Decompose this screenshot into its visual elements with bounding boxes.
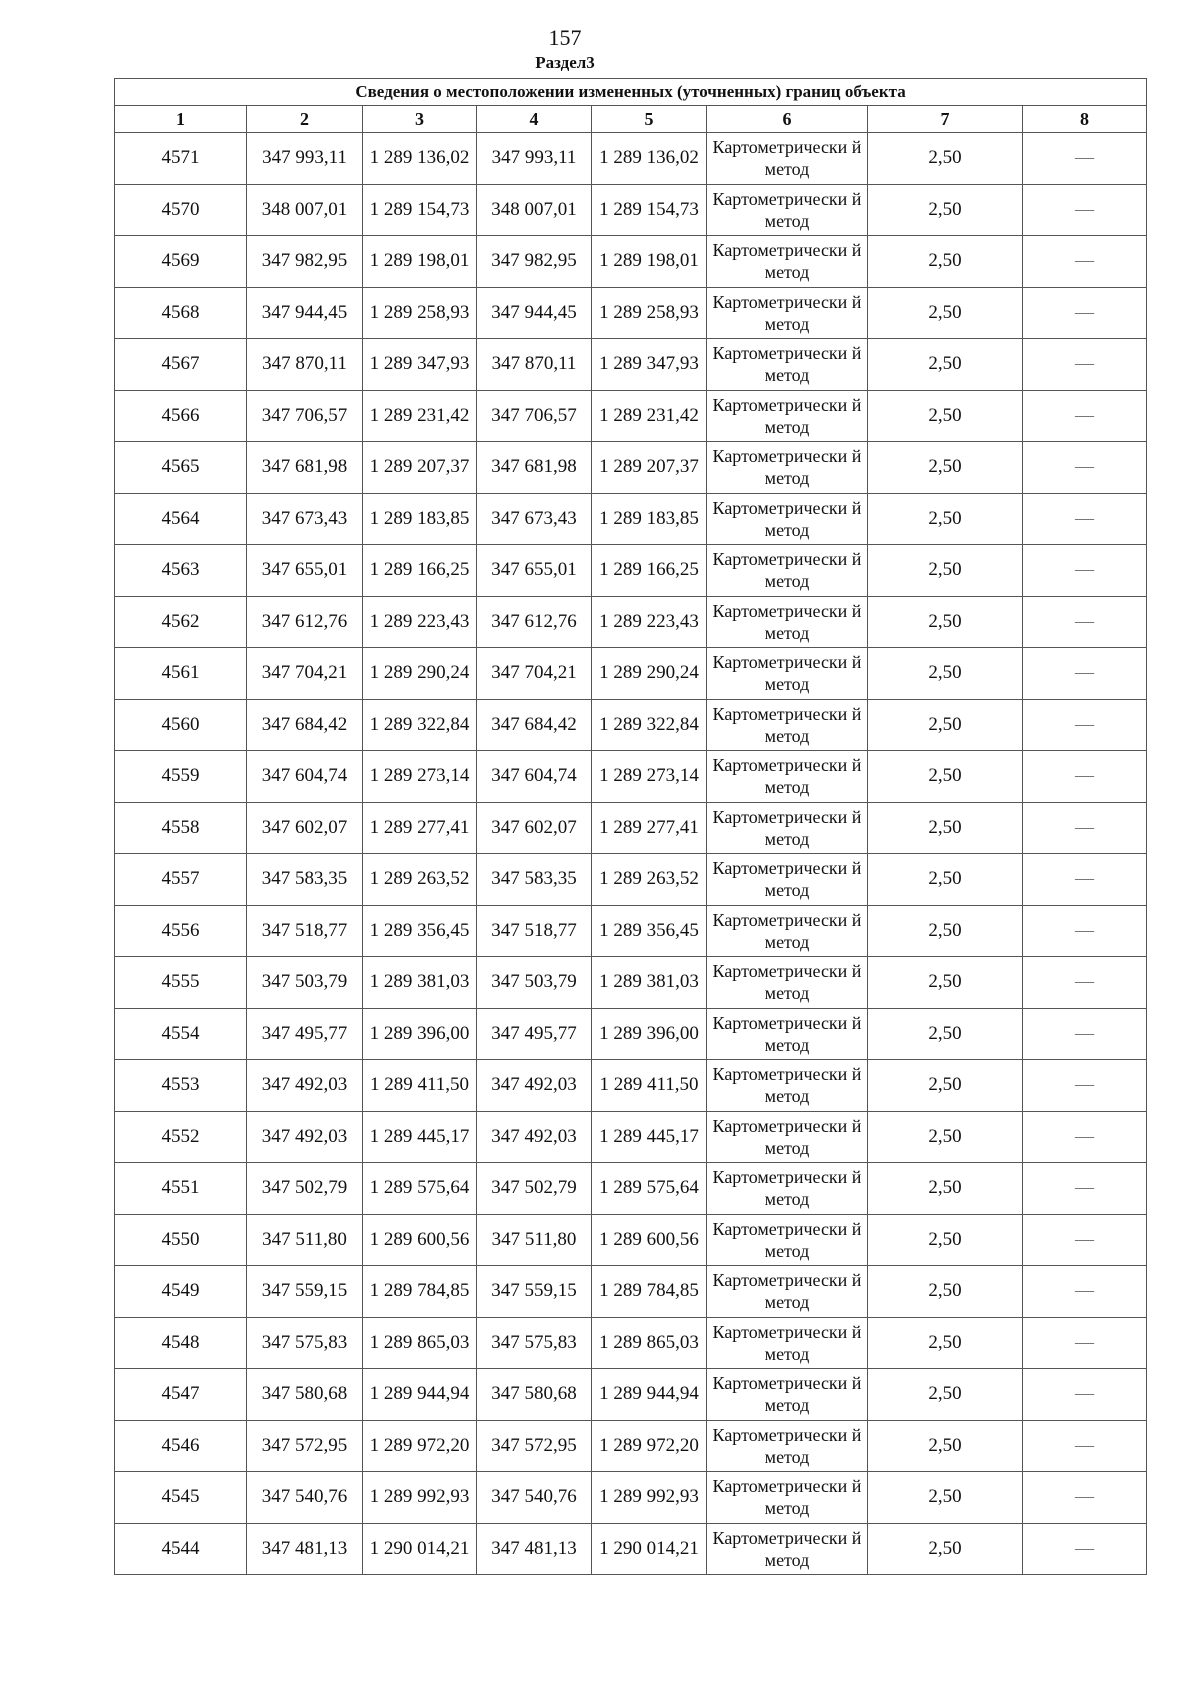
cell-y-coordinate-new: 1 289 396,00 — [592, 1008, 707, 1060]
cell-x-coordinate-existing: 347 511,80 — [247, 1214, 363, 1266]
cell-accuracy: 2,50 — [868, 1163, 1023, 1215]
cell-accuracy: 2,50 — [868, 751, 1023, 803]
cell-x-coordinate-existing: 347 559,15 — [247, 1266, 363, 1318]
table-row — [115, 287, 1147, 339]
table-row — [115, 596, 1147, 648]
cell-x-coordinate-new: 347 681,98 — [477, 442, 592, 494]
cell-y-coordinate-new: 1 289 322,84 — [592, 699, 707, 751]
cell-x-coordinate-new: 347 503,79 — [477, 957, 592, 1009]
cell-description: — — [1023, 1060, 1147, 1112]
cell-description: — — [1023, 339, 1147, 391]
cell-y-coordinate-new: 1 289 347,93 — [592, 339, 707, 391]
cell-accuracy: 2,50 — [868, 802, 1023, 854]
cell-description: — — [1023, 184, 1147, 236]
cell-x-coordinate-new: 347 575,83 — [477, 1317, 592, 1369]
cell-accuracy: 2,50 — [868, 545, 1023, 597]
cell-method: Картометрически й метод — [707, 133, 868, 185]
table-row — [115, 751, 1147, 803]
cell-point-number: 4545 — [115, 1472, 247, 1524]
cell-x-coordinate-new: 347 612,76 — [477, 596, 592, 648]
cell-description: — — [1023, 545, 1147, 597]
cell-y-coordinate-existing: 1 289 992,93 — [363, 1472, 477, 1524]
cell-accuracy: 2,50 — [868, 596, 1023, 648]
cell-x-coordinate-new: 347 944,45 — [477, 287, 592, 339]
cell-x-coordinate-new: 347 580,68 — [477, 1369, 592, 1421]
cell-accuracy: 2,50 — [868, 1369, 1023, 1421]
cell-description: — — [1023, 390, 1147, 442]
cell-description: — — [1023, 1214, 1147, 1266]
cell-y-coordinate-existing: 1 289 263,52 — [363, 854, 477, 906]
cell-y-coordinate-new: 1 290 014,21 — [592, 1523, 707, 1575]
section-title: Раздел3 — [535, 53, 595, 72]
cell-y-coordinate-new: 1 289 223,43 — [592, 596, 707, 648]
column-header-7: 7 — [868, 106, 1023, 133]
table-row — [115, 854, 1147, 906]
cell-x-coordinate-existing: 347 583,35 — [247, 854, 363, 906]
cell-y-coordinate-new: 1 289 154,73 — [592, 184, 707, 236]
cell-point-number: 4563 — [115, 545, 247, 597]
cell-description: — — [1023, 751, 1147, 803]
cell-y-coordinate-existing: 1 289 154,73 — [363, 184, 477, 236]
cell-point-number: 4558 — [115, 802, 247, 854]
cell-y-coordinate-new: 1 289 231,42 — [592, 390, 707, 442]
cell-x-coordinate-new: 347 993,11 — [477, 133, 592, 185]
cell-x-coordinate-existing: 347 870,11 — [247, 339, 363, 391]
table-caption: Сведения о местоположении измененных (уточненных) границ объекта — [115, 79, 1147, 106]
cell-description: — — [1023, 1420, 1147, 1472]
cell-y-coordinate-existing: 1 289 258,93 — [363, 287, 477, 339]
cell-x-coordinate-new: 347 870,11 — [477, 339, 592, 391]
cell-point-number: 4551 — [115, 1163, 247, 1215]
cell-y-coordinate-new: 1 289 600,56 — [592, 1214, 707, 1266]
cell-description: — — [1023, 699, 1147, 751]
cell-y-coordinate-existing: 1 289 575,64 — [363, 1163, 477, 1215]
cell-y-coordinate-new: 1 289 273,14 — [592, 751, 707, 803]
cell-x-coordinate-new: 347 502,79 — [477, 1163, 592, 1215]
cell-method: Картометрически й метод — [707, 699, 868, 751]
cell-method: Картометрически й метод — [707, 442, 868, 494]
cell-point-number: 4546 — [115, 1420, 247, 1472]
cell-accuracy: 2,50 — [868, 493, 1023, 545]
cell-method: Картометрически й метод — [707, 1060, 868, 1112]
cell-x-coordinate-existing: 347 681,98 — [247, 442, 363, 494]
cell-description: — — [1023, 802, 1147, 854]
cell-description: — — [1023, 1472, 1147, 1524]
cell-accuracy: 2,50 — [868, 905, 1023, 957]
cell-description: — — [1023, 493, 1147, 545]
cell-method: Картометрически й метод — [707, 596, 868, 648]
table-row — [115, 339, 1147, 391]
table-row — [115, 442, 1147, 494]
cell-y-coordinate-existing: 1 289 381,03 — [363, 957, 477, 1009]
cell-y-coordinate-existing: 1 289 347,93 — [363, 339, 477, 391]
cell-x-coordinate-new: 347 495,77 — [477, 1008, 592, 1060]
cell-method: Картометрически й метод — [707, 493, 868, 545]
cell-point-number: 4554 — [115, 1008, 247, 1060]
cell-x-coordinate-existing: 347 993,11 — [247, 133, 363, 185]
cell-point-number: 4566 — [115, 390, 247, 442]
cell-x-coordinate-existing: 347 673,43 — [247, 493, 363, 545]
cell-accuracy: 2,50 — [868, 133, 1023, 185]
cell-x-coordinate-new: 347 572,95 — [477, 1420, 592, 1472]
cell-y-coordinate-new: 1 289 258,93 — [592, 287, 707, 339]
cell-method: Картометрически й метод — [707, 751, 868, 803]
cell-y-coordinate-new: 1 289 136,02 — [592, 133, 707, 185]
cell-description: — — [1023, 596, 1147, 648]
cell-x-coordinate-existing: 347 982,95 — [247, 236, 363, 288]
table-row — [115, 802, 1147, 854]
cell-description: — — [1023, 236, 1147, 288]
cell-x-coordinate-new: 347 706,57 — [477, 390, 592, 442]
cell-y-coordinate-existing: 1 289 277,41 — [363, 802, 477, 854]
cell-x-coordinate-new: 347 492,03 — [477, 1060, 592, 1112]
cell-y-coordinate-new: 1 289 972,20 — [592, 1420, 707, 1472]
table-row — [115, 1317, 1147, 1369]
cell-y-coordinate-existing: 1 289 166,25 — [363, 545, 477, 597]
cell-accuracy: 2,50 — [868, 442, 1023, 494]
cell-y-coordinate-existing: 1 289 183,85 — [363, 493, 477, 545]
cell-accuracy: 2,50 — [868, 1214, 1023, 1266]
cell-y-coordinate-existing: 1 289 600,56 — [363, 1214, 477, 1266]
cell-point-number: 4560 — [115, 699, 247, 751]
cell-x-coordinate-new: 347 673,43 — [477, 493, 592, 545]
cell-x-coordinate-existing: 347 502,79 — [247, 1163, 363, 1215]
table-row — [115, 1369, 1147, 1421]
page-number: 157 — [548, 25, 582, 50]
cell-y-coordinate-existing: 1 289 223,43 — [363, 596, 477, 648]
table-row — [115, 1472, 1147, 1524]
cell-point-number: 4553 — [115, 1060, 247, 1112]
cell-x-coordinate-new: 347 511,80 — [477, 1214, 592, 1266]
cell-method: Картометрически й метод — [707, 1523, 868, 1575]
cell-method: Картометрически й метод — [707, 854, 868, 906]
cell-y-coordinate-new: 1 289 381,03 — [592, 957, 707, 1009]
cell-accuracy: 2,50 — [868, 1472, 1023, 1524]
column-header-1: 1 — [115, 106, 247, 133]
cell-point-number: 4570 — [115, 184, 247, 236]
cell-y-coordinate-existing: 1 290 014,21 — [363, 1523, 477, 1575]
table-row — [115, 957, 1147, 1009]
cell-y-coordinate-new: 1 289 992,93 — [592, 1472, 707, 1524]
cell-point-number: 4571 — [115, 133, 247, 185]
cell-y-coordinate-existing: 1 289 136,02 — [363, 133, 477, 185]
cell-x-coordinate-existing: 347 612,76 — [247, 596, 363, 648]
coordinates-table — [114, 78, 1147, 1575]
cell-description: — — [1023, 905, 1147, 957]
cell-method: Картометрически й метод — [707, 802, 868, 854]
table-row — [115, 648, 1147, 700]
cell-x-coordinate-existing: 347 540,76 — [247, 1472, 363, 1524]
cell-description: — — [1023, 1369, 1147, 1421]
cell-point-number: 4556 — [115, 905, 247, 957]
cell-point-number: 4544 — [115, 1523, 247, 1575]
cell-x-coordinate-existing: 347 684,42 — [247, 699, 363, 751]
cell-accuracy: 2,50 — [868, 648, 1023, 700]
cell-method: Картометрически й метод — [707, 390, 868, 442]
cell-point-number: 4557 — [115, 854, 247, 906]
table-row — [115, 545, 1147, 597]
cell-x-coordinate-existing: 347 706,57 — [247, 390, 363, 442]
cell-description: — — [1023, 854, 1147, 906]
cell-accuracy: 2,50 — [868, 1008, 1023, 1060]
cell-accuracy: 2,50 — [868, 854, 1023, 906]
cell-accuracy: 2,50 — [868, 1060, 1023, 1112]
cell-accuracy: 2,50 — [868, 184, 1023, 236]
cell-description: — — [1023, 1266, 1147, 1318]
cell-x-coordinate-existing: 347 481,13 — [247, 1523, 363, 1575]
table-row — [115, 133, 1147, 185]
cell-y-coordinate-existing: 1 289 231,42 — [363, 390, 477, 442]
cell-x-coordinate-existing: 347 655,01 — [247, 545, 363, 597]
cell-method: Картометрически й метод — [707, 236, 868, 288]
cell-x-coordinate-new: 347 492,03 — [477, 1111, 592, 1163]
cell-point-number: 4562 — [115, 596, 247, 648]
cell-x-coordinate-existing: 347 518,77 — [247, 905, 363, 957]
cell-y-coordinate-new: 1 289 290,24 — [592, 648, 707, 700]
cell-x-coordinate-new: 348 007,01 — [477, 184, 592, 236]
cell-accuracy: 2,50 — [868, 1317, 1023, 1369]
cell-x-coordinate-new: 347 583,35 — [477, 854, 592, 906]
cell-point-number: 4567 — [115, 339, 247, 391]
cell-x-coordinate-existing: 347 503,79 — [247, 957, 363, 1009]
cell-method: Картометрически й метод — [707, 1317, 868, 1369]
cell-point-number: 4569 — [115, 236, 247, 288]
cell-method: Картометрически й метод — [707, 184, 868, 236]
cell-y-coordinate-existing: 1 289 972,20 — [363, 1420, 477, 1472]
table-body — [115, 133, 1147, 1575]
cell-y-coordinate-existing: 1 289 396,00 — [363, 1008, 477, 1060]
cell-method: Картометрически й метод — [707, 1214, 868, 1266]
cell-y-coordinate-existing: 1 289 784,85 — [363, 1266, 477, 1318]
cell-method: Картометрически й метод — [707, 1420, 868, 1472]
cell-x-coordinate-existing: 347 495,77 — [247, 1008, 363, 1060]
cell-description: — — [1023, 133, 1147, 185]
table-row — [115, 236, 1147, 288]
table-row — [115, 1163, 1147, 1215]
cell-description: — — [1023, 287, 1147, 339]
cell-accuracy: 2,50 — [868, 699, 1023, 751]
cell-y-coordinate-existing: 1 289 322,84 — [363, 699, 477, 751]
cell-y-coordinate-new: 1 289 198,01 — [592, 236, 707, 288]
table-row — [115, 184, 1147, 236]
cell-accuracy: 2,50 — [868, 390, 1023, 442]
cell-point-number: 4555 — [115, 957, 247, 1009]
cell-point-number: 4568 — [115, 287, 247, 339]
cell-description: — — [1023, 1317, 1147, 1369]
cell-x-coordinate-new: 347 518,77 — [477, 905, 592, 957]
cell-y-coordinate-existing: 1 289 865,03 — [363, 1317, 477, 1369]
cell-accuracy: 2,50 — [868, 1420, 1023, 1472]
cell-accuracy: 2,50 — [868, 1523, 1023, 1575]
cell-description: — — [1023, 1008, 1147, 1060]
cell-description: — — [1023, 1163, 1147, 1215]
cell-x-coordinate-new: 347 982,95 — [477, 236, 592, 288]
table-row — [115, 699, 1147, 751]
cell-y-coordinate-new: 1 289 575,64 — [592, 1163, 707, 1215]
cell-y-coordinate-existing: 1 289 411,50 — [363, 1060, 477, 1112]
cell-method: Картометрически й метод — [707, 1472, 868, 1524]
cell-point-number: 4564 — [115, 493, 247, 545]
cell-y-coordinate-existing: 1 289 356,45 — [363, 905, 477, 957]
table-row — [115, 1214, 1147, 1266]
cell-y-coordinate-existing: 1 289 944,94 — [363, 1369, 477, 1421]
cell-x-coordinate-new: 347 559,15 — [477, 1266, 592, 1318]
cell-y-coordinate-new: 1 289 411,50 — [592, 1060, 707, 1112]
cell-accuracy: 2,50 — [868, 1266, 1023, 1318]
cell-x-coordinate-new: 347 604,74 — [477, 751, 592, 803]
cell-description: — — [1023, 648, 1147, 700]
cell-point-number: 4565 — [115, 442, 247, 494]
cell-y-coordinate-new: 1 289 183,85 — [592, 493, 707, 545]
cell-description: — — [1023, 1111, 1147, 1163]
column-header-6: 6 — [707, 106, 868, 133]
table-row — [115, 1060, 1147, 1112]
cell-method: Картометрически й метод — [707, 339, 868, 391]
cell-method: Картометрически й метод — [707, 1111, 868, 1163]
column-header-2: 2 — [247, 106, 363, 133]
table-row — [115, 493, 1147, 545]
cell-y-coordinate-new: 1 289 207,37 — [592, 442, 707, 494]
cell-x-coordinate-new: 347 540,76 — [477, 1472, 592, 1524]
cell-x-coordinate-existing: 347 704,21 — [247, 648, 363, 700]
cell-accuracy: 2,50 — [868, 339, 1023, 391]
cell-accuracy: 2,50 — [868, 957, 1023, 1009]
cell-y-coordinate-existing: 1 289 445,17 — [363, 1111, 477, 1163]
cell-x-coordinate-existing: 347 575,83 — [247, 1317, 363, 1369]
cell-x-coordinate-existing: 348 007,01 — [247, 184, 363, 236]
cell-x-coordinate-existing: 347 944,45 — [247, 287, 363, 339]
table-row — [115, 905, 1147, 957]
cell-y-coordinate-new: 1 289 263,52 — [592, 854, 707, 906]
cell-x-coordinate-new: 347 602,07 — [477, 802, 592, 854]
cell-point-number: 4548 — [115, 1317, 247, 1369]
cell-description: — — [1023, 957, 1147, 1009]
cell-method: Картометрически й метод — [707, 648, 868, 700]
cell-accuracy: 2,50 — [868, 287, 1023, 339]
cell-method: Картометрически й метод — [707, 1369, 868, 1421]
cell-point-number: 4561 — [115, 648, 247, 700]
cell-point-number: 4550 — [115, 1214, 247, 1266]
table-row — [115, 1266, 1147, 1318]
table-row — [115, 390, 1147, 442]
cell-y-coordinate-new: 1 289 784,85 — [592, 1266, 707, 1318]
cell-y-coordinate-existing: 1 289 290,24 — [363, 648, 477, 700]
cell-y-coordinate-new: 1 289 356,45 — [592, 905, 707, 957]
cell-x-coordinate-existing: 347 602,07 — [247, 802, 363, 854]
cell-description: — — [1023, 442, 1147, 494]
cell-method: Картометрически й метод — [707, 905, 868, 957]
cell-y-coordinate-new: 1 289 166,25 — [592, 545, 707, 597]
column-header-4: 4 — [477, 106, 592, 133]
table-row — [115, 1008, 1147, 1060]
cell-accuracy: 2,50 — [868, 236, 1023, 288]
cell-description: — — [1023, 1523, 1147, 1575]
cell-y-coordinate-new: 1 289 445,17 — [592, 1111, 707, 1163]
cell-x-coordinate-new: 347 655,01 — [477, 545, 592, 597]
cell-y-coordinate-existing: 1 289 273,14 — [363, 751, 477, 803]
cell-x-coordinate-new: 347 481,13 — [477, 1523, 592, 1575]
cell-y-coordinate-existing: 1 289 198,01 — [363, 236, 477, 288]
cell-y-coordinate-new: 1 289 944,94 — [592, 1369, 707, 1421]
cell-method: Картометрически й метод — [707, 545, 868, 597]
cell-y-coordinate-existing: 1 289 207,37 — [363, 442, 477, 494]
column-header-8: 8 — [1023, 106, 1147, 133]
cell-method: Картометрически й метод — [707, 1266, 868, 1318]
cell-point-number: 4552 — [115, 1111, 247, 1163]
table-row — [115, 1420, 1147, 1472]
cell-point-number: 4547 — [115, 1369, 247, 1421]
cell-method: Картометрически й метод — [707, 287, 868, 339]
table-row — [115, 1523, 1147, 1575]
cell-x-coordinate-new: 347 704,21 — [477, 648, 592, 700]
cell-accuracy: 2,50 — [868, 1111, 1023, 1163]
column-header-3: 3 — [363, 106, 477, 133]
cell-point-number: 4549 — [115, 1266, 247, 1318]
cell-x-coordinate-existing: 347 580,68 — [247, 1369, 363, 1421]
cell-y-coordinate-new: 1 289 865,03 — [592, 1317, 707, 1369]
cell-x-coordinate-existing: 347 572,95 — [247, 1420, 363, 1472]
cell-method: Картометрически й метод — [707, 957, 868, 1009]
cell-method: Картометрически й метод — [707, 1008, 868, 1060]
cell-point-number: 4559 — [115, 751, 247, 803]
table-row — [115, 1111, 1147, 1163]
cell-x-coordinate-new: 347 684,42 — [477, 699, 592, 751]
cell-x-coordinate-existing: 347 604,74 — [247, 751, 363, 803]
table-header-row — [115, 106, 1147, 133]
cell-y-coordinate-new: 1 289 277,41 — [592, 802, 707, 854]
cell-method: Картометрически й метод — [707, 1163, 868, 1215]
cell-x-coordinate-existing: 347 492,03 — [247, 1111, 363, 1163]
column-header-5: 5 — [592, 106, 707, 133]
cell-x-coordinate-existing: 347 492,03 — [247, 1060, 363, 1112]
